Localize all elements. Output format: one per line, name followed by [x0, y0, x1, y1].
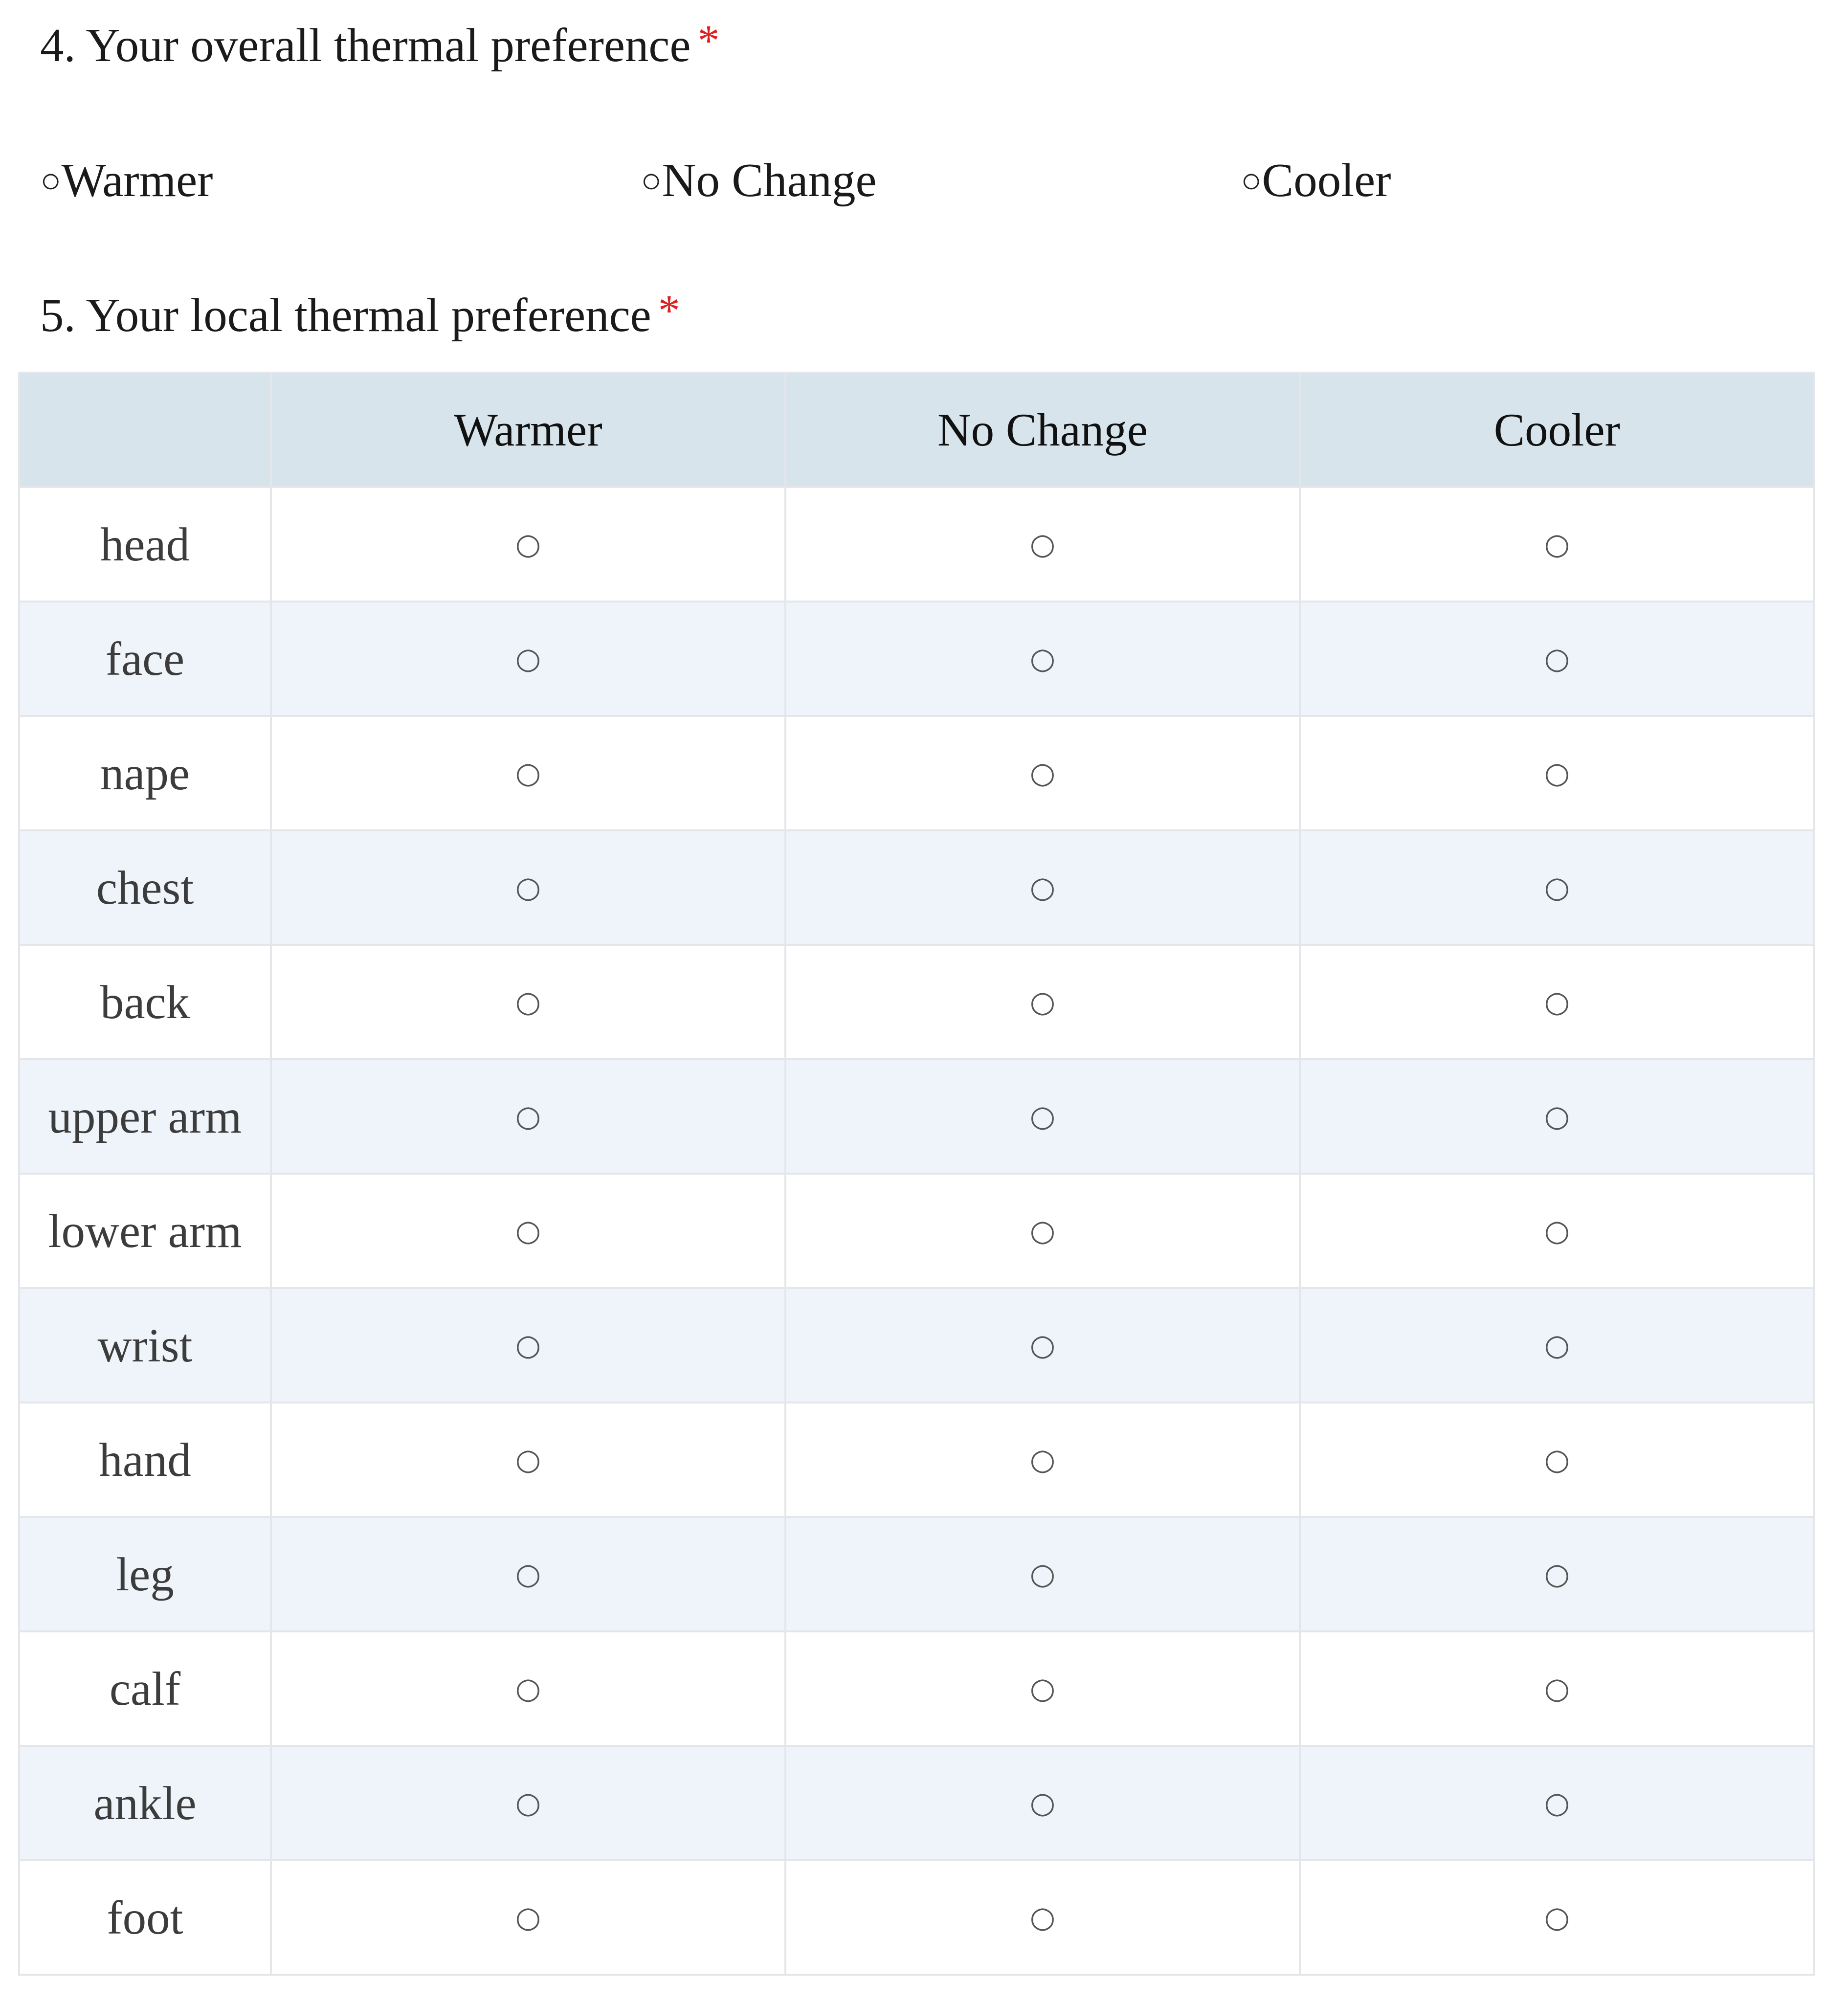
body-part-label: upper arm — [19, 1059, 271, 1174]
radio-warmer-cell[interactable] — [271, 487, 785, 602]
radio-no-change-cell[interactable] — [785, 602, 1300, 716]
table-row — [19, 487, 1814, 602]
radio-empty-icon[interactable]: ○ — [1029, 870, 1056, 905]
column-header-warmer: Warmer — [271, 373, 785, 487]
radio-warmer-cell[interactable] — [271, 1631, 785, 1746]
q4-option-cooler[interactable] — [1241, 156, 1391, 204]
table-row — [19, 1174, 1814, 1288]
q4-option-warmer[interactable] — [40, 156, 213, 204]
q4-option-label: Cooler — [1262, 154, 1391, 206]
radio-cooler-cell[interactable] — [1300, 487, 1814, 602]
table-row — [19, 716, 1814, 830]
radio-cooler-cell[interactable] — [1300, 1860, 1814, 1975]
radio-empty-icon[interactable]: ○ — [1029, 1786, 1056, 1820]
q4-title — [40, 17, 720, 71]
radio-no-change-cell[interactable] — [785, 1517, 1300, 1631]
radio-empty-icon[interactable]: ○ — [1544, 527, 1570, 561]
radio-empty-icon[interactable]: ○ — [1544, 1328, 1570, 1362]
radio-warmer-cell[interactable] — [271, 945, 785, 1059]
radio-cooler-cell[interactable] — [1300, 1746, 1814, 1860]
body-part-label: ankle — [19, 1746, 271, 1860]
header-blank-cell — [19, 373, 271, 487]
radio-warmer-cell[interactable] — [271, 1059, 785, 1174]
body-part-label: hand — [19, 1403, 271, 1517]
q4-required-mark: * — [697, 17, 720, 65]
table-body — [19, 487, 1814, 1975]
q4-option-label: Warmer — [61, 154, 213, 206]
body-part-label: chest — [19, 830, 271, 945]
radio-empty-icon[interactable]: ○ — [1241, 161, 1262, 200]
radio-warmer-cell[interactable] — [271, 1288, 785, 1403]
radio-empty-icon[interactable]: ○ — [1544, 1557, 1570, 1591]
body-part-label: head — [19, 487, 271, 602]
q4-option-label: No Change — [662, 154, 877, 206]
radio-empty-icon[interactable]: ○ — [1029, 1214, 1056, 1248]
q5-title — [40, 287, 680, 341]
radio-no-change-cell[interactable] — [785, 945, 1300, 1059]
q5-title-text: 5. Your local thermal preference — [40, 289, 651, 341]
radio-cooler-cell[interactable] — [1300, 830, 1814, 945]
body-part-label: leg — [19, 1517, 271, 1631]
radio-empty-icon[interactable]: ○ — [515, 1099, 541, 1134]
body-part-label: wrist — [19, 1288, 271, 1403]
radio-warmer-cell[interactable] — [271, 1746, 785, 1860]
radio-empty-icon[interactable]: ○ — [1544, 1900, 1570, 1935]
radio-empty-icon[interactable]: ○ — [1544, 985, 1570, 1019]
radio-empty-icon[interactable]: ○ — [1029, 527, 1056, 561]
table-row — [19, 1746, 1814, 1860]
radio-empty-icon[interactable]: ○ — [641, 161, 662, 200]
radio-warmer-cell[interactable] — [271, 1517, 785, 1631]
body-part-label: back — [19, 945, 271, 1059]
radio-empty-icon[interactable]: ○ — [515, 527, 541, 561]
radio-empty-icon[interactable]: ○ — [515, 642, 541, 676]
radio-no-change-cell[interactable] — [785, 1174, 1300, 1288]
table-header-row — [19, 373, 1814, 487]
radio-empty-icon[interactable]: ○ — [1029, 1099, 1056, 1134]
radio-cooler-cell[interactable] — [1300, 1517, 1814, 1631]
radio-cooler-cell[interactable] — [1300, 716, 1814, 830]
radio-empty-icon[interactable]: ○ — [1029, 756, 1056, 790]
body-part-label: foot — [19, 1860, 271, 1975]
radio-warmer-cell[interactable] — [271, 716, 785, 830]
table-row — [19, 1288, 1814, 1403]
radio-warmer-cell[interactable] — [271, 1403, 785, 1517]
q5-required-mark: * — [658, 287, 680, 335]
radio-warmer-cell[interactable] — [271, 1174, 785, 1288]
radio-empty-icon[interactable]: ○ — [1544, 642, 1570, 676]
radio-empty-icon[interactable]: ○ — [515, 870, 541, 905]
table-row — [19, 1860, 1814, 1975]
radio-cooler-cell[interactable] — [1300, 1403, 1814, 1517]
radio-cooler-cell[interactable] — [1300, 1174, 1814, 1288]
column-header-no-change: No Change — [785, 373, 1300, 487]
radio-empty-icon[interactable]: ○ — [1544, 1671, 1570, 1706]
radio-empty-icon[interactable]: ○ — [515, 1557, 541, 1591]
radio-no-change-cell[interactable] — [785, 1288, 1300, 1403]
body-part-label: nape — [19, 716, 271, 830]
radio-cooler-cell[interactable] — [1300, 1059, 1814, 1174]
radio-no-change-cell[interactable] — [785, 716, 1300, 830]
q4-title-text: 4. Your overall thermal preference — [40, 19, 691, 71]
radio-no-change-cell[interactable] — [785, 487, 1300, 602]
radio-empty-icon[interactable]: ○ — [515, 1900, 541, 1935]
radio-empty-icon[interactable]: ○ — [1544, 756, 1570, 790]
radio-empty-icon[interactable]: ○ — [1029, 985, 1056, 1019]
radio-no-change-cell[interactable] — [785, 1746, 1300, 1860]
radio-empty-icon[interactable]: ○ — [1029, 1557, 1056, 1591]
radio-empty-icon[interactable]: ○ — [1029, 1328, 1056, 1362]
table-row — [19, 1631, 1814, 1746]
body-part-label: calf — [19, 1631, 271, 1746]
radio-empty-icon[interactable]: ○ — [515, 1214, 541, 1248]
radio-cooler-cell[interactable] — [1300, 602, 1814, 716]
radio-cooler-cell[interactable] — [1300, 1288, 1814, 1403]
radio-no-change-cell[interactable] — [785, 830, 1300, 945]
radio-empty-icon[interactable]: ○ — [1544, 1443, 1570, 1477]
q4-options — [40, 156, 1801, 210]
radio-empty-icon[interactable]: ○ — [1029, 1443, 1056, 1477]
radio-no-change-cell[interactable] — [785, 1059, 1300, 1174]
radio-empty-icon[interactable]: ○ — [1029, 1671, 1056, 1706]
radio-empty-icon[interactable]: ○ — [515, 1328, 541, 1362]
radio-empty-icon[interactable]: ○ — [515, 985, 541, 1019]
body-part-label: face — [19, 602, 271, 716]
radio-empty-icon[interactable]: ○ — [40, 161, 62, 200]
radio-empty-icon[interactable]: ○ — [515, 1443, 541, 1477]
column-header-cooler: Cooler — [1300, 373, 1814, 487]
radio-empty-icon[interactable]: ○ — [1544, 1786, 1570, 1820]
body-part-label: lower arm — [19, 1174, 271, 1288]
radio-empty-icon[interactable]: ○ — [515, 756, 541, 790]
radio-no-change-cell[interactable] — [785, 1631, 1300, 1746]
radio-warmer-cell[interactable] — [271, 830, 785, 945]
radio-warmer-cell[interactable] — [271, 1860, 785, 1975]
table-row — [19, 1059, 1814, 1174]
radio-empty-icon[interactable]: ○ — [1544, 1214, 1570, 1248]
local-preference-table — [18, 372, 1815, 1976]
radio-empty-icon[interactable]: ○ — [1029, 1900, 1056, 1935]
radio-empty-icon[interactable]: ○ — [1544, 1099, 1570, 1134]
radio-empty-icon[interactable]: ○ — [1029, 642, 1056, 676]
table-row — [19, 1517, 1814, 1631]
q4-option-no-change[interactable] — [641, 156, 877, 204]
radio-cooler-cell[interactable] — [1300, 1631, 1814, 1746]
radio-empty-icon[interactable]: ○ — [515, 1671, 541, 1706]
radio-cooler-cell[interactable] — [1300, 945, 1814, 1059]
table-row — [19, 830, 1814, 945]
radio-empty-icon[interactable]: ○ — [515, 1786, 541, 1820]
table-row — [19, 1403, 1814, 1517]
table-row — [19, 945, 1814, 1059]
radio-no-change-cell[interactable] — [785, 1403, 1300, 1517]
radio-no-change-cell[interactable] — [785, 1860, 1300, 1975]
table-row — [19, 602, 1814, 716]
radio-warmer-cell[interactable] — [271, 602, 785, 716]
radio-empty-icon[interactable]: ○ — [1544, 870, 1570, 905]
